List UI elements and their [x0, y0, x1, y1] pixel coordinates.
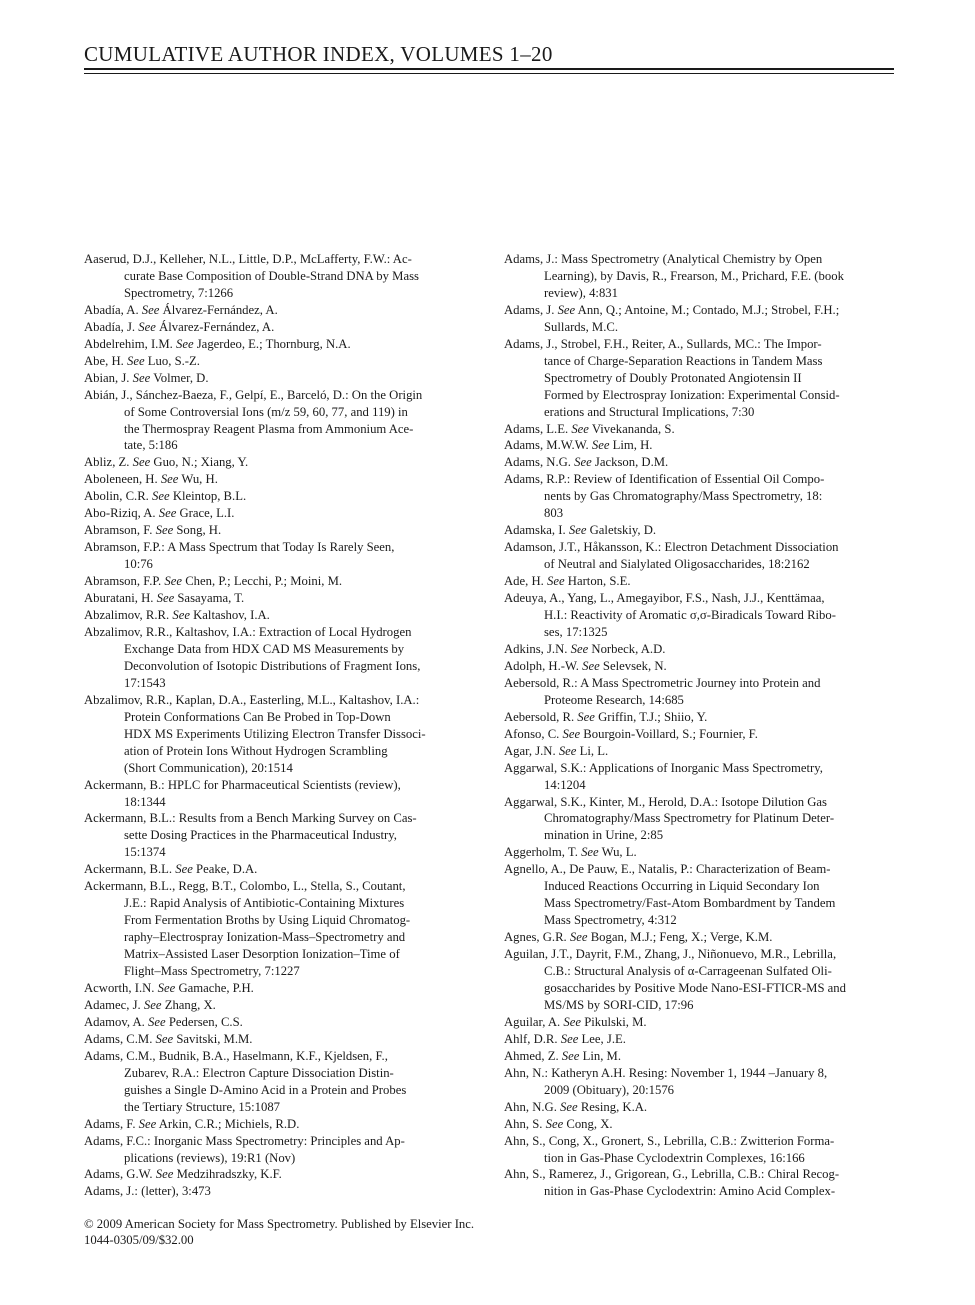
see-reference-label: See: [155, 1031, 174, 1046]
entry-citation: Adams, J.: (letter), 3:473: [84, 1184, 211, 1199]
see-reference-target: Savitski, M.M.: [176, 1031, 253, 1046]
see-reference-label: See: [569, 930, 588, 945]
see-reference-label: See: [127, 353, 145, 368]
entry-citation: Aebersold, R.: A Mass Spectrometric Journey into Protein and Proteome Research, 14:685: [504, 675, 821, 707]
see-reference-target: Volmer, D.: [153, 370, 209, 385]
header-rule-thick: [84, 68, 894, 70]
entry-author: Adkins, J.N.: [504, 641, 568, 656]
index-entry: [84, 370, 474, 387]
index-entry: [84, 810, 474, 861]
index-entry: [84, 1116, 474, 1133]
see-reference-target: Griffin, T.J.; Shiio, Y.: [598, 709, 708, 724]
see-reference-target: Wu, H.: [181, 472, 218, 487]
index-entry: [84, 471, 474, 488]
entry-author: Ahn, N.G.: [504, 1099, 557, 1114]
see-reference-target: Vivekananda, S.: [591, 421, 675, 436]
entry-author: Abramson, F.: [84, 523, 153, 538]
see-reference-target: Norbeck, A.D.: [591, 641, 666, 656]
index-entry: [84, 1031, 474, 1048]
entry-author: Ahmed, Z.: [504, 1048, 559, 1063]
see-reference-label: See: [138, 1116, 157, 1131]
index-entry: [504, 251, 894, 302]
index-entry: [84, 1014, 474, 1031]
see-reference-label: See: [148, 1014, 166, 1029]
index-entry: [84, 505, 474, 522]
see-reference-target: Chen, P.; Lecchi, P.; Moini, M.: [185, 574, 343, 589]
see-reference-target: Cong, X.: [566, 1116, 613, 1131]
index-entry: [84, 607, 474, 624]
see-reference-label: See: [557, 302, 576, 317]
entry-author: Aburatani, H.: [84, 591, 154, 606]
see-reference-target: Gamache, P.H.: [178, 980, 254, 995]
index-entry: [84, 319, 474, 336]
see-reference-target: Arkin, C.R.; Michiels, R.D.: [158, 1116, 300, 1131]
see-reference-label: See: [132, 455, 151, 470]
entry-citation: Adams, C.M., Budnik, B.A., Haselmann, K.F., Kjeldsen, F., Zubarev, R.A.: Electron Capture Dissociation Distin- guishes a Single D-Amino Acid in a Protein and Probes the Tertiary Structure, 15:1087: [84, 1048, 407, 1114]
index-entry: [504, 1099, 894, 1116]
index-entry: [504, 861, 894, 929]
index-entry: [504, 437, 894, 454]
entry-author: Aboleneen, H.: [84, 472, 158, 487]
entry-author: Aguilar, A.: [504, 1014, 561, 1029]
index-title: CUMULATIVE AUTHOR INDEX, VOLUMES 1–20: [84, 42, 553, 66]
see-reference-target: Zhang, X.: [164, 997, 216, 1012]
see-reference-label: See: [175, 862, 193, 877]
entry-author: Afonso, C.: [504, 726, 560, 741]
index-entry: [504, 1133, 894, 1167]
index-entry: [504, 929, 894, 946]
see-reference-label: See: [156, 591, 175, 606]
entry-author: Abolin, C.R.: [84, 489, 149, 504]
index-entry: [504, 1065, 894, 1099]
see-reference-label: See: [175, 336, 194, 351]
index-entry: [504, 1014, 894, 1031]
index-column-right: [504, 251, 894, 1200]
entry-author: Abzalimov, R.R.: [84, 608, 170, 623]
entry-citation: Aggarwal, S.K., Kinter, M., Herold, D.A.: Isotope Dilution Gas Chromatography/Mass Spectrometry for Platinum Deter- mination in Urine, 2:85: [504, 794, 835, 843]
see-reference-label: See: [155, 523, 174, 538]
see-reference-label: See: [562, 726, 581, 741]
index-entry: [84, 522, 474, 539]
index-entry: [84, 590, 474, 607]
see-reference-target: Álvarez-Fernández, A.: [159, 319, 275, 334]
see-reference-target: Peake, D.A.: [196, 862, 258, 877]
see-reference-target: Guo, N.; Xiang, Y.: [153, 455, 249, 470]
entry-author: Aggerholm, T.: [504, 845, 578, 860]
index-entry: [84, 878, 474, 980]
index-entry: [84, 539, 474, 573]
index-column-left: [84, 251, 474, 1200]
entry-citation: Abzalimov, R.R., Kaplan, D.A., Easterling, M.L., Kaltashov, I.A.: Protein Conformations Can Be Probed in Top-Down HDX MS Experiments Utilizing Electron Transfer Dissoci- ation of Protein Ions Without Hydrogen Scrambling (Short Communication), 20:1514: [84, 692, 426, 775]
index-entry: [84, 454, 474, 471]
see-reference-target: Kaltashov, I.A.: [193, 608, 270, 623]
index-entry: [504, 1031, 894, 1048]
entry-author: Abe, H.: [84, 353, 124, 368]
see-reference-target: Harton, S.E.: [567, 574, 631, 589]
see-reference-label: See: [160, 472, 179, 487]
index-entry: [504, 641, 894, 658]
entry-author: Abadía, J.: [84, 319, 136, 334]
index-entry: [84, 777, 474, 811]
index-entry: [504, 844, 894, 861]
entry-citation: Ahn, S., Cong, X., Gronert, S., Lebrilla, C.B.: Zwitterion Forma- tion in Gas-Phase Cyclodextrin Complexes, 16:166: [504, 1133, 835, 1165]
see-reference-label: See: [138, 319, 156, 334]
see-reference-target: Álvarez-Fernández, A.: [162, 302, 278, 317]
see-reference-target: Song, H.: [176, 523, 222, 538]
entry-author: Agnes, G.R.: [504, 930, 567, 945]
index-entry: [84, 1166, 474, 1183]
index-entry: [504, 302, 894, 336]
entry-author: Ackermann, B.L.: [84, 862, 173, 877]
index-entry: [504, 946, 894, 1014]
entry-citation: Abramson, F.P.: A Mass Spectrum that Today Is Rarely Seen, 10:76: [84, 540, 395, 572]
see-reference-target: Lin, M.: [582, 1048, 621, 1063]
page-footer: [84, 1216, 474, 1248]
index-entry: [504, 709, 894, 726]
see-reference-label: See: [563, 1014, 582, 1029]
entry-citation: Aggarwal, S.K.: Applications of Inorganic Mass Spectrometry, 14:1204: [504, 760, 823, 792]
index-entry: [504, 454, 894, 471]
see-reference-label: See: [547, 574, 565, 589]
see-reference-target: Bogan, M.J.; Feng, X.; Verge, K.M.: [590, 930, 773, 945]
entry-author: Adolph, H.-W.: [504, 658, 579, 673]
entry-citation: Agnello, A., De Pauw, E., Natalis, P.: Characterization of Beam- Induced Reactions Occurring in Liquid Secondary Ion Mass Spectrometry/Fast-Atom Bombardment by Tandem Mass Spectrometry, 4:312: [504, 862, 836, 928]
entry-citation: Ackermann, B.: HPLC for Pharmaceutical Scientists (review), 18:1344: [84, 777, 401, 809]
entry-citation: Abián, J., Sánchez-Baeza, F., Gelpí, E., Barceló, D.: On the Origin of Some Controversial Ions (m/z 59, 60, 77, and 119) in the Thermospray Reagent Plasma from Ammonium Ace- tate, 5:186: [84, 387, 423, 453]
index-entry: [84, 336, 474, 353]
entry-citation: Adams, J., Strobel, F.H., Reiter, A., Sullards, MC.: The Impor- tance of Charge-Separation Reactions in Tandem Mass Spectrometry of Doubly Protonated Angiotensin II Formed by Electrospray Ionization: Experimental Consid- erations and Structural Implications, 7:30: [504, 336, 840, 419]
index-entry: [504, 522, 894, 539]
see-reference-label: See: [158, 506, 177, 521]
see-reference-label: See: [143, 997, 162, 1012]
index-entry: [504, 1116, 894, 1133]
index-entry: [84, 1133, 474, 1167]
index-entry: [84, 302, 474, 319]
see-reference-label: See: [561, 1048, 580, 1063]
see-reference-target: Bourgoin-Voillard, S.; Fournier, F.: [583, 726, 758, 741]
see-reference-target: Galetskiy, D.: [589, 523, 657, 538]
entry-citation: Adams, R.P.: Review of Identification of Essential Oil Compo- nents by Gas Chromatography/Mass Spectrometry, 18: 803: [504, 472, 825, 521]
index-entry: [84, 1183, 474, 1200]
entry-author: Abadía, A.: [84, 302, 139, 317]
entry-author: Abramson, F.P.: [84, 574, 162, 589]
entry-author: Adamov, A.: [84, 1014, 145, 1029]
see-reference-target: Li, L.: [579, 743, 609, 758]
index-entry: [504, 539, 894, 573]
entry-author: Ahn, S.: [504, 1116, 543, 1131]
index-entry: [504, 421, 894, 438]
index-entry: [504, 471, 894, 522]
entry-citation: Ahn, N.: Katheryn A.H. Resing: November 1, 1944 –January 8, 2009 (Obituary), 20:1576: [504, 1065, 828, 1097]
see-reference-target: Jackson, D.M.: [594, 455, 669, 470]
see-reference-target: Resing, K.A.: [580, 1099, 648, 1114]
index-entry: [504, 1048, 894, 1065]
index-entry: [84, 1048, 474, 1116]
see-reference-label: See: [545, 1116, 564, 1131]
entry-author: Abdelrehim, I.M.: [84, 336, 173, 351]
entry-citation: Aguilan, J.T., Dayrit, F.M., Zhang, J., Niñonuevo, M.R., Lebrilla, C.B.: Structural Analysis of α-Carrageenan Sulfated Oli- gosaccharides by Positive Mode Nano-ESI-FTICR-MS and MS/MS by SORI-CID, 17:96: [504, 947, 846, 1012]
entry-citation: Ackermann, B.L., Regg, B.T., Colombo, L., Stella, S., Coutant, J.E.: Rapid Analysis of Antibiotic-Containing Mixtures From Fermentation Broths by Using Liquid Chromatog- raphy–Electrospray Ionization-Mass–Spectrometry and Matrix–Assisted Laser Desorption Ionization–Time of Flight–Mass Spectrometry, 7:1227: [84, 879, 411, 979]
index-entry: [504, 336, 894, 421]
see-reference-target: Luo, S.-Z.: [147, 353, 200, 368]
index-entry: [84, 488, 474, 505]
see-reference-label: See: [172, 608, 190, 623]
see-reference-target: Sasayama, T.: [177, 591, 245, 606]
entry-author: Adams, F.: [84, 1116, 136, 1131]
entry-author: Adams, L.E.: [504, 421, 569, 436]
entry-author: Aebersold, R.: [504, 709, 575, 724]
entry-citation: Abzalimov, R.R., Kaltashov, I.A.: Extraction of Local Hydrogen Exchange Data from HDX CAD MS Measurements by Deconvolution of Isotopic Distributions of Fragment Ions, 17:1543: [84, 624, 421, 690]
entry-author: Acworth, I.N.: [84, 980, 155, 995]
entry-citation: Adams, F.C.: Inorganic Mass Spectrometry: Principles and Ap- plications (reviews), 19:R1 (Nov): [84, 1133, 405, 1165]
entry-citation: Ackermann, B.L.: Results from a Bench Marking Survey on Cas- sette Dosing Practices in the Pharmaceutical Industry, 15:1374: [84, 811, 417, 860]
see-reference-label: See: [581, 845, 599, 860]
see-reference-label: See: [141, 302, 160, 317]
entry-author: Abian, J.: [84, 370, 130, 385]
index-entry: [84, 997, 474, 1014]
index-entry: [504, 590, 894, 641]
see-reference-target: Medzihradszky, K.F.: [176, 1167, 282, 1182]
index-entry: [84, 980, 474, 997]
see-reference-label: See: [568, 523, 587, 538]
header-rule-thin: [84, 73, 894, 74]
see-reference-label: See: [164, 574, 183, 589]
index-entry: [504, 1166, 894, 1200]
see-reference-label: See: [570, 641, 589, 656]
see-reference-target: Pedersen, C.S.: [168, 1014, 243, 1029]
index-entry: [84, 692, 474, 777]
index-entry: [84, 387, 474, 455]
entry-author: Adams, C.M.: [84, 1031, 153, 1046]
see-reference-target: Pikulski, M.: [584, 1014, 647, 1029]
entry-citation: Adams, J.: Mass Spectrometry (Analytical Chemistry by Open Learning), by Davis, R., Frearson, M., Prichard, F.E. (book review), 4:831: [504, 252, 844, 300]
issn-line: 1044-0305/09/$32.00: [84, 1233, 194, 1247]
entry-author: Abo-Riziq, A.: [84, 506, 156, 521]
see-reference-label: See: [560, 1099, 578, 1114]
index-entry: [504, 794, 894, 845]
see-reference-target: Lee, J.E.: [581, 1031, 626, 1046]
entry-author: Agar, J.N.: [504, 743, 556, 758]
see-reference-target: Wu, L.: [601, 845, 637, 860]
entry-author: Adamec, J.: [84, 997, 141, 1012]
index-entry: [84, 861, 474, 878]
entry-citation: Aaserud, D.J., Kelleher, N.L., Little, D.P., McLafferty, F.W.: Ac- curate Base Composition of Double-Strand DNA by Mass Spectrometry, 7:1266: [84, 252, 419, 300]
index-entry: [504, 573, 894, 590]
index-entry: [84, 624, 474, 692]
see-reference-target: Ann, Q.; Antoine, M.; Contado, M.J.; Strobel, F.H.; Sullards, M.C.: [544, 302, 840, 334]
see-reference-target: Kleintop, B.L.: [172, 489, 247, 504]
index-entry: [504, 675, 894, 709]
see-reference-label: See: [577, 709, 595, 724]
entry-author: Abliz, Z.: [84, 455, 130, 470]
see-reference-label: See: [574, 455, 592, 470]
entry-citation: Adamson, J.T., Håkansson, K.: Electron Detachment Dissociation of Neutral and Sialylated Oligosaccharides, 18:2162: [504, 540, 839, 572]
entry-author: Ade, H.: [504, 574, 544, 589]
see-reference-label: See: [157, 980, 176, 995]
index-entry: [504, 760, 894, 794]
see-reference-label: See: [582, 658, 600, 673]
see-reference-target: Jagerdeo, E.; Thornburg, N.A.: [196, 336, 351, 351]
see-reference-target: Grace, L.I.: [179, 506, 235, 521]
index-entry: [84, 573, 474, 590]
copyright-line: © 2009 American Society for Mass Spectrometry. Published by Elsevier Inc.: [84, 1217, 475, 1231]
entry-author: Ahlf, D.R.: [504, 1031, 558, 1046]
entry-author: Adams, J.: [504, 302, 555, 317]
entry-author: Adamska, I.: [504, 523, 566, 538]
index-entry: [504, 743, 894, 760]
entry-citation: Ahn, S., Ramerez, J., Grigorean, G., Lebrilla, C.B.: Chiral Recog- nition in Gas-Phase Cyclodextrin: Amino Acid Complex-: [504, 1167, 840, 1199]
index-entry: [504, 726, 894, 743]
index-entry: [84, 251, 474, 302]
see-reference-label: See: [571, 421, 589, 436]
see-reference-label: See: [558, 743, 577, 758]
entry-author: Adams, M.W.W.: [504, 438, 589, 453]
see-reference-label: See: [591, 438, 610, 453]
see-reference-label: See: [132, 370, 151, 385]
see-reference-label: See: [155, 1167, 174, 1182]
index-entry: [84, 353, 474, 370]
entry-author: Adams, G.W.: [84, 1167, 153, 1182]
entry-author: Adams, N.G.: [504, 455, 571, 470]
see-reference-target: Selevsek, N.: [602, 658, 667, 673]
index-entry: [504, 658, 894, 675]
see-reference-label: See: [560, 1031, 579, 1046]
see-reference-label: See: [152, 489, 170, 504]
see-reference-target: Lim, H.: [612, 438, 653, 453]
entry-citation: Adeuya, A., Yang, L., Amegayibor, F.S., Nash, J.J., Kenttämaa, H.I.: Reactivity of Aromatic σ,σ-Biradicals Toward Ribo- ses, 17:1325: [504, 591, 836, 639]
